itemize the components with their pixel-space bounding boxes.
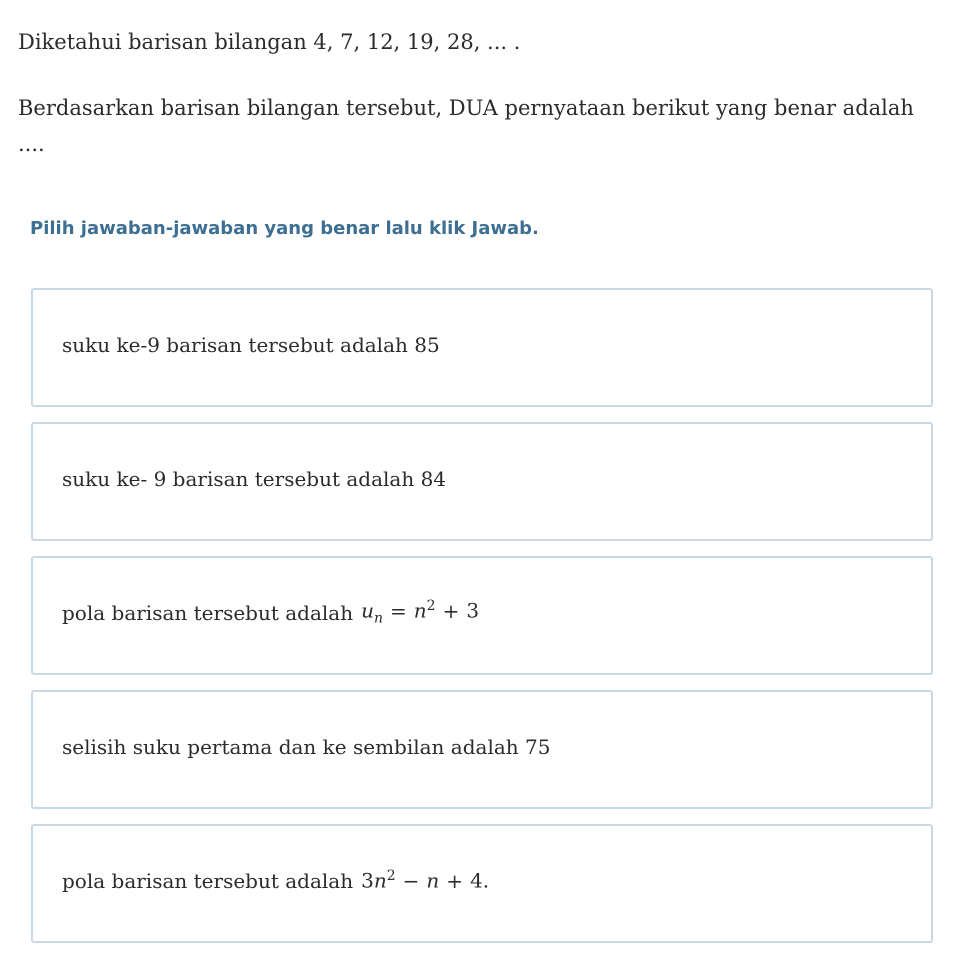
formula-plus: +	[446, 868, 464, 893]
question-prompt: Berdasarkan barisan bilangan tersebut, DUA pernyataan berikut yang benar adalah ....	[18, 96, 914, 156]
formula-equals: =	[390, 598, 407, 623]
option-4-label: selisih suku pertama dan ke sembilan adalah 75	[62, 734, 551, 759]
formula-exponent: 2	[386, 868, 396, 885]
formula-var2: n	[426, 868, 440, 893]
formula-constant: 4.	[470, 868, 490, 893]
option-1-label: suku ke-9 barisan tersebut adalah 85	[62, 332, 440, 357]
formula-plus: +	[442, 598, 460, 623]
formula-var1: n	[373, 868, 387, 893]
option-5[interactable]	[31, 824, 933, 943]
formula-constant: 3	[466, 598, 480, 623]
option-4[interactable]	[31, 690, 933, 809]
option-3[interactable]	[31, 556, 933, 675]
option-5-formula	[361, 868, 489, 893]
formula-var: u	[361, 598, 374, 623]
option-2[interactable]	[31, 422, 933, 541]
answer-instruction: Pilih jawaban-jawaban yang benar lalu klik Jawab.	[30, 218, 539, 239]
formula-coefficient: 3	[361, 868, 374, 893]
formula-subscript: n	[373, 610, 384, 627]
formula-exponent: 2	[426, 598, 436, 615]
answer-options	[31, 288, 933, 943]
question-text	[18, 24, 938, 162]
formula-minus: −	[402, 868, 420, 893]
option-1[interactable]	[31, 288, 933, 407]
option-3-label: pola barisan tersebut adalah	[62, 600, 354, 625]
question-sequence: Diketahui barisan bilangan 4, 7, 12, 19, 28, ... .	[18, 30, 521, 54]
option-3-formula	[361, 598, 479, 627]
option-2-label: suku ke- 9 barisan tersebut adalah 84	[62, 466, 447, 491]
option-5-label: pola barisan tersebut adalah	[62, 868, 354, 893]
formula-base: n	[413, 598, 427, 623]
